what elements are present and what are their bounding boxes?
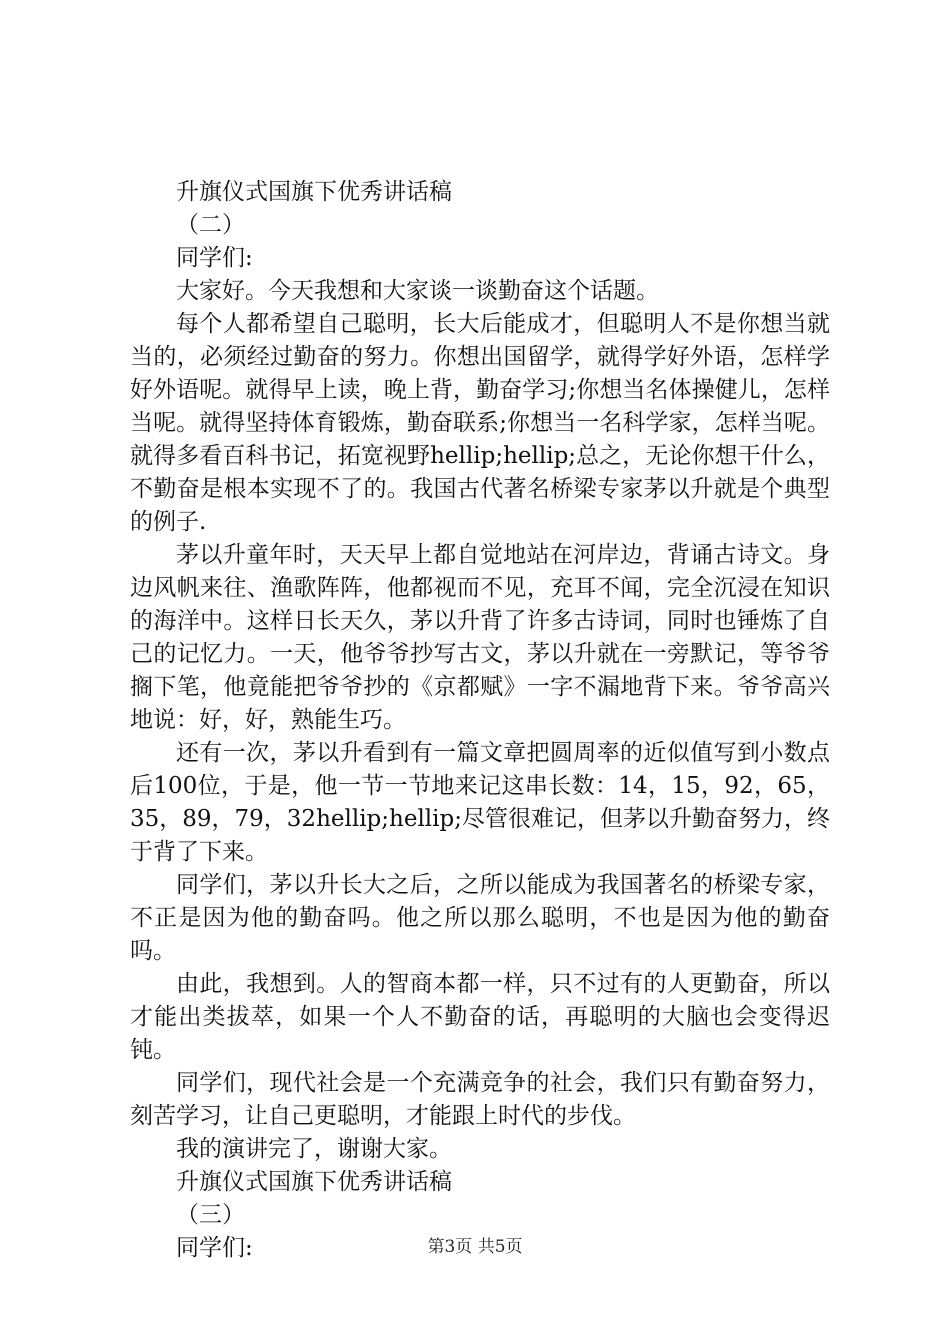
page-number: 第3页 共5页 bbox=[427, 1237, 523, 1257]
greeting: 同学们: bbox=[176, 245, 253, 271]
body-paragraph: 同学们，茅以升长大之后，之所以能成为我国著名的桥梁专家，不正是因为他的勤奋吗。他之所以那么聪明，不也是因为他的勤奋吗。 bbox=[130, 872, 830, 964]
document-body bbox=[130, 176, 830, 1265]
closing-line: 我的演讲完了，谢谢大家。 bbox=[176, 1136, 452, 1162]
greeting: 同学们: bbox=[176, 1235, 253, 1261]
section-number: （二） bbox=[176, 212, 245, 238]
body-paragraph: 同学们，现代社会是一个充满竞争的社会，我们只有勤奋努力，刻苦学习，让自己更聪明，才能跟上时代的步伐。 bbox=[130, 1070, 830, 1129]
speech-title: 升旗仪式国旗下优秀讲话稿 bbox=[176, 179, 452, 205]
body-paragraph: 茅以升童年时，天天早上都自觉地站在河岸边，背诵古诗文。身边风帆来往、渔歌阵阵，他都视而不见，充耳不闻，完全沉浸在知识的海洋中。这样日长天久，茅以升背了许多古诗词，同时也锤炼了自己的记忆力。一天，他爷爷抄写古文，茅以升就在一旁默记，等爷爷搁下笔，他竟能把爷爷抄的《京都赋》一字不漏地背下来。爷爷高兴地说：好，好，熟能生巧。 bbox=[130, 542, 830, 733]
body-paragraph: 还有一次，茅以升看到有一篇文章把圆周率的近似值写到小数点后100位，于是，他一节一节地来记这串长数：14，15，92，65，35，89，79，32hellip;hellip;尽管很难记，但茅以升勤奋努力，终于背了下来。 bbox=[130, 740, 830, 865]
body-paragraph: 每个人都希望自己聪明，长大后能成才，但聪明人不是你想当就当的，必须经过勤奋的努力。你想出国留学，就得学好外语，怎样学好外语呢。就得早上读，晚上背，勤奋学习;你想当名体操健儿，怎样当呢。就得坚持体育锻炼，勤奋联系;你想当一名科学家，怎样当呢。就得多看百科书记，拓宽视野hellip;hellip;总之，无论你想干什么，不勤奋是根本实现不了的。我国古代著名桥梁专家茅以升就是个典型的例子. bbox=[130, 311, 830, 535]
speech-title: 升旗仪式国旗下优秀讲话稿 bbox=[176, 1169, 452, 1195]
opening-line: 大家好。今天我想和大家谈一谈勤奋这个话题。 bbox=[176, 278, 659, 304]
body-paragraph: 由此，我想到。人的智商本都一样，只不过有的人更勤奋，所以才能出类拔萃，如果一个人不勤奋的话，再聪明的大脑也会变得迟钝。 bbox=[130, 971, 830, 1063]
section-number: （三） bbox=[176, 1202, 245, 1228]
